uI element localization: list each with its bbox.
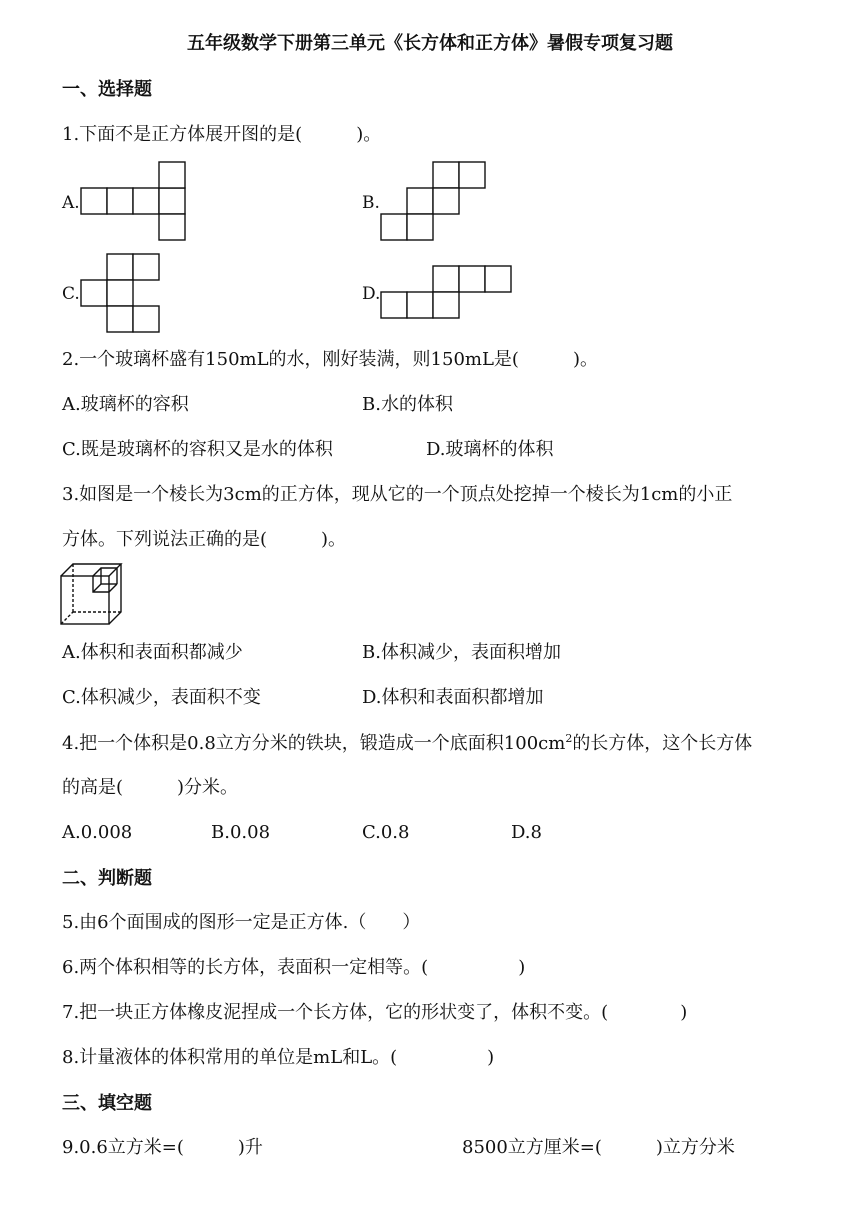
question-4-option-a: A.0.008 [62, 822, 133, 843]
question-3-stem-line2: 方体。下列说法正确的是( )。 [62, 529, 347, 550]
question-3-option-d: D.体积和表面积都增加 [362, 687, 544, 708]
question-3-stem-line1: 3.如图是一个棱长为3cm的正方体，现从它的一个顶点处挖掉一个棱长为1cm的小正 [62, 484, 733, 505]
net-figure-b [380, 160, 490, 242]
question-8-stem: 8.计量液体的体积常用的单位是mL和L。( ) [62, 1047, 495, 1068]
question-3-option-c: C.体积减少，表面积不变 [62, 687, 261, 708]
section-heading-fill: 三、填空题 [62, 1093, 152, 1114]
net-figure-a [80, 160, 190, 242]
question-7-stem: 7.把一块正方体橡皮泥捏成一个长方体，它的形状变了，体积不变。( ) [62, 1002, 688, 1023]
option-c-label: C. [62, 284, 80, 304]
net-figure-c [80, 252, 190, 334]
question-4-stem-post: 的长方体，这个长方体 [572, 733, 753, 754]
net-figure-d [380, 264, 520, 322]
option-a-label: A. [62, 193, 80, 213]
section-heading-choice: 一、选择题 [62, 79, 152, 100]
question-2-stem: 2.一个玻璃杯盛有150mL的水，刚好装满，则150mL是( )。 [62, 349, 598, 370]
question-6-stem: 6.两个体积相等的长方体，表面积一定相等。( ) [62, 957, 526, 978]
question-4-stem-line1 [62, 732, 752, 756]
question-3-option-b: B.体积减少，表面积增加 [362, 642, 561, 663]
question-9-part1: 9.0.6立方米=( )升 [62, 1137, 263, 1158]
question-5-stem: 5.由6个面围成的图形一定是正方体.（ ） [62, 912, 421, 933]
section-heading-judgement: 二、判断题 [62, 868, 152, 889]
question-4-option-c: C.0.8 [362, 822, 410, 843]
option-b-label: B. [362, 193, 380, 213]
question-2-option-b: B.水的体积 [362, 394, 453, 415]
page-title: 五年级数学下册第三单元《长方体和正方体》暑假专项复习题 [187, 33, 673, 54]
question-2-option-d: D.玻璃杯的体积 [426, 439, 554, 460]
option-d-label: D. [362, 284, 381, 304]
question-4-option-d: D.8 [511, 822, 542, 843]
question-2-option-c: C.既是玻璃杯的容积又是水的体积 [62, 439, 333, 460]
question-4-option-b: B.0.08 [211, 822, 271, 843]
question-4-stem-pre: 4.把一个体积是0.8立方分米的铁块，锻造成一个底面积100cm [62, 733, 566, 754]
question-4-stem-line2: 的高是( )分米。 [62, 777, 239, 798]
question-1-stem: 1.下面不是正方体展开图的是( )。 [62, 124, 382, 145]
question-9-part2: 8500立方厘米=( )立方分米 [462, 1137, 735, 1158]
question-4-stem-sup: 2 [565, 732, 573, 745]
question-2-option-a: A.玻璃杯的容积 [62, 394, 189, 415]
question-3-option-a: A.体积和表面积都减少 [62, 642, 243, 663]
cube-notch-figure [60, 563, 126, 625]
